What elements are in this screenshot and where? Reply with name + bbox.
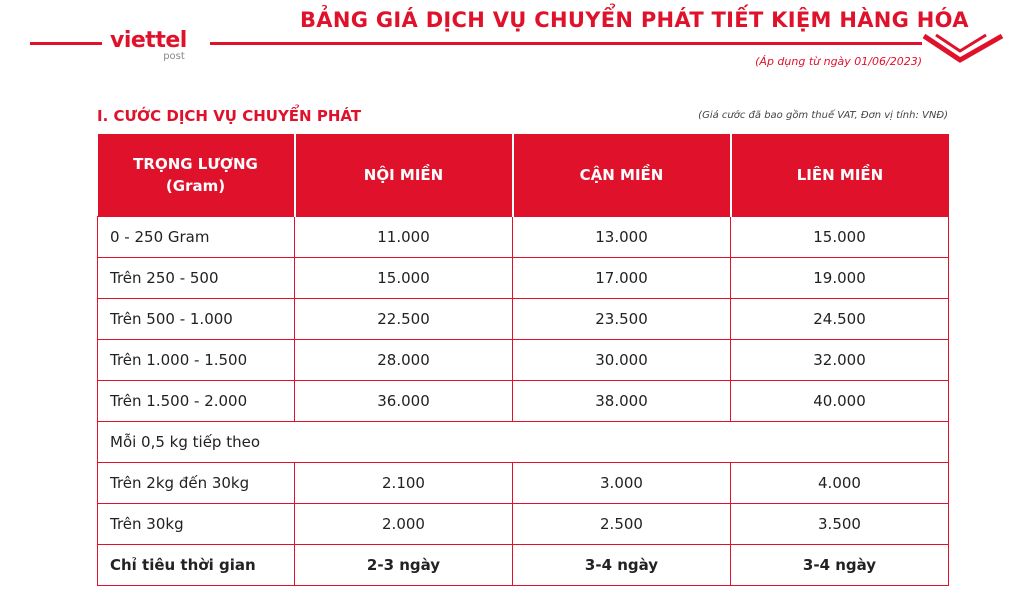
delivery-time-label: Chỉ tiêu thời gian — [98, 545, 295, 586]
viettel-post-logo — [110, 28, 187, 62]
extra-weight-label: Mỗi 0,5 kg tiếp theo — [98, 422, 949, 463]
price-cell: 3.500 — [731, 504, 949, 545]
price-cell: 2.100 — [295, 463, 513, 504]
price-cell: 19.000 — [731, 258, 949, 299]
weight-cell: Trên 2kg đến 30kg — [98, 463, 295, 504]
applied-date: (Áp dụng từ ngày 01/06/2023) — [755, 55, 922, 68]
price-cell: 3.000 — [513, 463, 731, 504]
table-row — [98, 381, 949, 422]
header-lien-mien: LIÊN MIỀN — [731, 134, 949, 217]
weight-cell: Trên 1.000 - 1.500 — [98, 340, 295, 381]
section-note: (Giá cước đã bao gồm thuế VAT, Đơn vị tính: VNĐ) — [698, 110, 948, 121]
price-cell: 40.000 — [731, 381, 949, 422]
price-cell: 28.000 — [295, 340, 513, 381]
price-cell: 11.000 — [295, 217, 513, 258]
table-row-delivery-time — [98, 545, 949, 586]
header-noi-mien: NỘI MIỀN — [295, 134, 513, 217]
weight-cell: 0 - 250 Gram — [98, 217, 295, 258]
table-row — [98, 463, 949, 504]
table-row — [98, 340, 949, 381]
price-table — [97, 134, 949, 586]
price-cell: 15.000 — [731, 217, 949, 258]
table-row-extra-label — [98, 422, 949, 463]
logo-brand: viettel — [110, 28, 187, 53]
logo-sub: post — [163, 51, 185, 62]
header-weight-label: TRỌNG LƯỢNG — [133, 155, 258, 173]
chevron-down-icon — [922, 32, 1004, 66]
price-cell: 32.000 — [731, 340, 949, 381]
delivery-time-cell: 3-4 ngày — [513, 545, 731, 586]
price-cell: 4.000 — [731, 463, 949, 504]
table-row — [98, 299, 949, 340]
delivery-time-cell: 3-4 ngày — [731, 545, 949, 586]
price-cell: 2.000 — [295, 504, 513, 545]
price-cell: 15.000 — [295, 258, 513, 299]
price-cell: 17.000 — [513, 258, 731, 299]
header-can-mien: CẬN MIỀN — [513, 134, 731, 217]
header-rule-right — [210, 42, 922, 45]
table-row — [98, 258, 949, 299]
price-cell: 22.500 — [295, 299, 513, 340]
price-cell: 30.000 — [513, 340, 731, 381]
header-rule-left — [30, 42, 102, 45]
table-row — [98, 217, 949, 258]
price-cell: 2.500 — [513, 504, 731, 545]
weight-cell: Trên 500 - 1.000 — [98, 299, 295, 340]
table-row — [98, 504, 949, 545]
price-cell: 36.000 — [295, 381, 513, 422]
price-cell: 13.000 — [513, 217, 731, 258]
price-cell: 38.000 — [513, 381, 731, 422]
delivery-time-cell: 2-3 ngày — [295, 545, 513, 586]
header-weight-unit: (Gram) — [165, 177, 226, 195]
header-weight — [98, 134, 295, 217]
price-cell: 24.500 — [731, 299, 949, 340]
weight-cell: Trên 30kg — [98, 504, 295, 545]
weight-cell: Trên 1.500 - 2.000 — [98, 381, 295, 422]
table-header-row — [98, 134, 949, 217]
weight-cell: Trên 250 - 500 — [98, 258, 295, 299]
price-cell: 23.500 — [513, 299, 731, 340]
page-title: BẢNG GIÁ DỊCH VỤ CHUYỂN PHÁT TIẾT KIỆM HÀNG HÓA — [300, 8, 969, 32]
section-title: I. CƯỚC DỊCH VỤ CHUYỂN PHÁT — [97, 107, 362, 125]
